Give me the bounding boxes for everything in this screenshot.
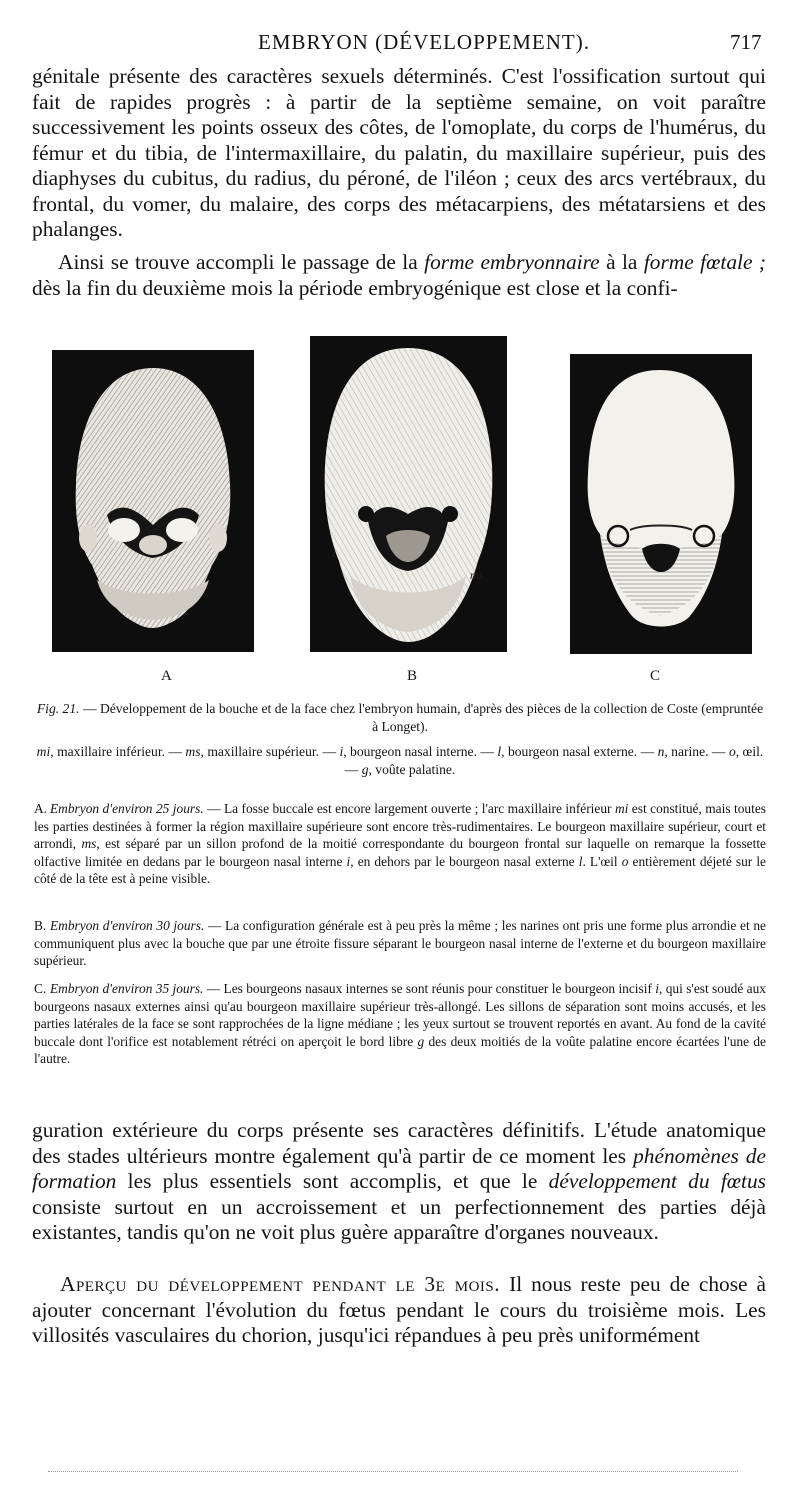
legend-text-n: , narine. — [664, 744, 729, 759]
panel-b-annotation-ms: ms [470, 568, 484, 582]
figure-label-c: C [650, 668, 661, 684]
note-a-text-6: entièrement déjeté sur le côté de la tête est à peine visible. [34, 853, 767, 887]
figure-panel-a-image [52, 350, 254, 652]
p4-text: Il nous reste peu de chose à ajouter concernant l'évolution du fœtus pendant le cours du troisième mois. Les villosités vasculaires du chorion, jusqu'ici répandues à peu près uniformément [32, 1272, 766, 1347]
figure-label-a: A [161, 668, 172, 684]
figure-panel-b-image [310, 336, 507, 652]
note-a-abbr-l: l [578, 853, 583, 869]
paragraph-configuration [32, 1118, 766, 1246]
note-a [34, 800, 766, 888]
note-c-text-3: des deux moitiés de la voûte palatine encore écartées l'une de l'autre. [34, 1033, 766, 1067]
note-c [34, 980, 766, 1068]
legend-abbr-i: i [339, 744, 344, 759]
legend-abbr-n: n [657, 744, 665, 759]
note-b-text: — La configuration générale est à peu près la même ; les narines ont pris une forme plus arrondie et ne communiquent plus avec la bouche que par une étroite fissure séparant le bourgeon nasal interne de l'externe et du bourgeon maxillaire supérieur. [34, 918, 766, 969]
legend-abbr-ms: ms [185, 744, 201, 759]
note-a-abbr-ms: ms [81, 836, 97, 852]
p2-emphasis-embryonnaire: forme embryonnaire [424, 250, 600, 274]
running-title: EMBRYON (DÉVELOPPEMENT). [258, 30, 590, 54]
page-number: 717 [730, 30, 762, 54]
p2-emphasis-foetale: forme fœtale ; [643, 250, 766, 274]
note-a-text-1: — La fosse buccale est encore largement ouverte ; l'arc maxillaire inférieur [203, 801, 615, 816]
legend-abbr-mi: mi [36, 744, 51, 759]
legend-abbr-o: o [728, 744, 736, 759]
p2-text-before: Ainsi se trouve accompli le passage de la [58, 250, 425, 274]
note-c-text-2: , qui s'est soudé aux bourgeons nasaux externes ainsi qu'au bourgeon maxillaire supérieur très-allongé. Les sillons de séparation sont moins accusés, et les parties latérales de la face se sont rapprochées de la ligne médiane ; les yeux surtout se trouvent reportés en avant. Au fond de la cavité buccale dont l'orifice est notablement rétréci on aperçoit le bord libre [34, 981, 766, 1049]
p3-text-c: consiste surtout en un accroissement et un perfectionnement des parties déjà existantes, tandis qu'on ne voit plus guère apparaître d'organes nouveaux. [32, 1194, 766, 1244]
note-a-abbr-o: o [621, 853, 629, 869]
figure-legend [34, 743, 766, 778]
legend-text-o: , œil. — [344, 744, 764, 777]
bottom-dotted-rule [48, 1471, 738, 1472]
legend-text-i: , bourgeon nasal interne. — [343, 744, 498, 759]
running-header [0, 26, 800, 60]
note-b [34, 917, 766, 970]
note-a-text-2: est constitué, mais toutes les parties destinées à former la région maxillaire supérieure sont encore très-rudimentaires. Le bourgeon maxillaire supérieur, court et arrondi, [34, 801, 766, 852]
p3-emphasis-developpement: développement du fœtus [548, 1169, 767, 1193]
panel-b-annotation-i: i [332, 546, 336, 560]
note-a-text-5: . L'œil [582, 853, 622, 869]
figure-label-b: B [407, 668, 418, 684]
note-a-label: A. [34, 801, 48, 816]
figure-caption [34, 700, 766, 735]
note-a-text-4: , en dehors par le bourgeon nasal externe [350, 853, 579, 869]
note-a-text-3: , est séparé par un sillon profond de la moitié correspondante du bourgeon frontal sur laquelle on remarque la fossette olfactive limitée en dedans par le bourgeon nasal interne [34, 836, 766, 869]
p3-text-b: les plus essentiels sont accomplis, et que le [116, 1169, 549, 1193]
note-b-title: Embryon d'environ 30 jours. [50, 918, 205, 933]
paragraph-troisieme-mois [32, 1272, 766, 1349]
note-a-abbr-mi: mi [614, 801, 629, 816]
legend-text-ms: , maxillaire supérieur. — [200, 744, 340, 759]
legend-abbr-g: g [361, 761, 369, 777]
figure-panel-c-image [570, 354, 752, 654]
note-c-label: C. [34, 981, 47, 996]
figure-21 [40, 332, 780, 692]
note-c-text-1: — Les bourgeons nasaux internes se sont réunis pour constituer le bourgeon incisif [203, 981, 656, 996]
figure-caption-text: — Développement de la bouche et de la face chez l'embryon humain, d'après des pièces de la collection de Coste (empruntée à Longet). [79, 701, 764, 734]
note-c-title: Embryon d'environ 35 jours. [50, 981, 204, 996]
note-a-abbr-i: i [346, 853, 351, 869]
note-b-label: B. [34, 918, 47, 933]
p3-text-a: guration extérieure du corps présente ses caractères définitifs. L'étude anatomique des stades ultérieurs montre également qu'à partir de ce moment les [32, 1118, 766, 1168]
p2-text-after: dès la fin du deuxième mois la période embryogénique est close et la confi- [32, 275, 678, 300]
figure-caption-label: Fig. 21. [36, 701, 80, 716]
legend-text-g: , voûte palatine. [368, 761, 456, 777]
note-a-title: Embryon d'environ 25 jours. [50, 801, 204, 816]
legend-abbr-l: l [497, 744, 502, 759]
note-c-abbr-i: i [655, 981, 660, 996]
p3-emphasis-formation: phénomènes de formation [32, 1143, 766, 1193]
paragraph-ossification: génitale présente des caractères sexuels déterminés. C'est l'ossification surtout qui fait de rapides progrès : à partir de la septième semaine, on voit paraître successivement les points osseux des côtes, de l'omoplate, du corps de l'humérus, du fémur et du tibia, de l'intermaxillaire, du palatin, du maxillaire supérieur, puis des diaphyses du cubitus, du radius, du péroné, de l'iléon ; ceux des arcs vertébraux, du frontal, du vomer, du malaire, des corps des métacarpiens, des métatarsiens et des phalanges. [32, 64, 766, 241]
legend-text-mi: , maxillaire inférieur. — [50, 744, 186, 759]
legend-text-l: , bourgeon nasal externe. — [501, 744, 658, 759]
note-c-abbr-g: g [417, 1033, 425, 1049]
p2-text-mid: à la [599, 250, 644, 274]
paragraph-forme-foetale [32, 250, 766, 301]
section-heading-3e-mois: Aperçu du développement pendant le 3e mois. [60, 1272, 501, 1296]
